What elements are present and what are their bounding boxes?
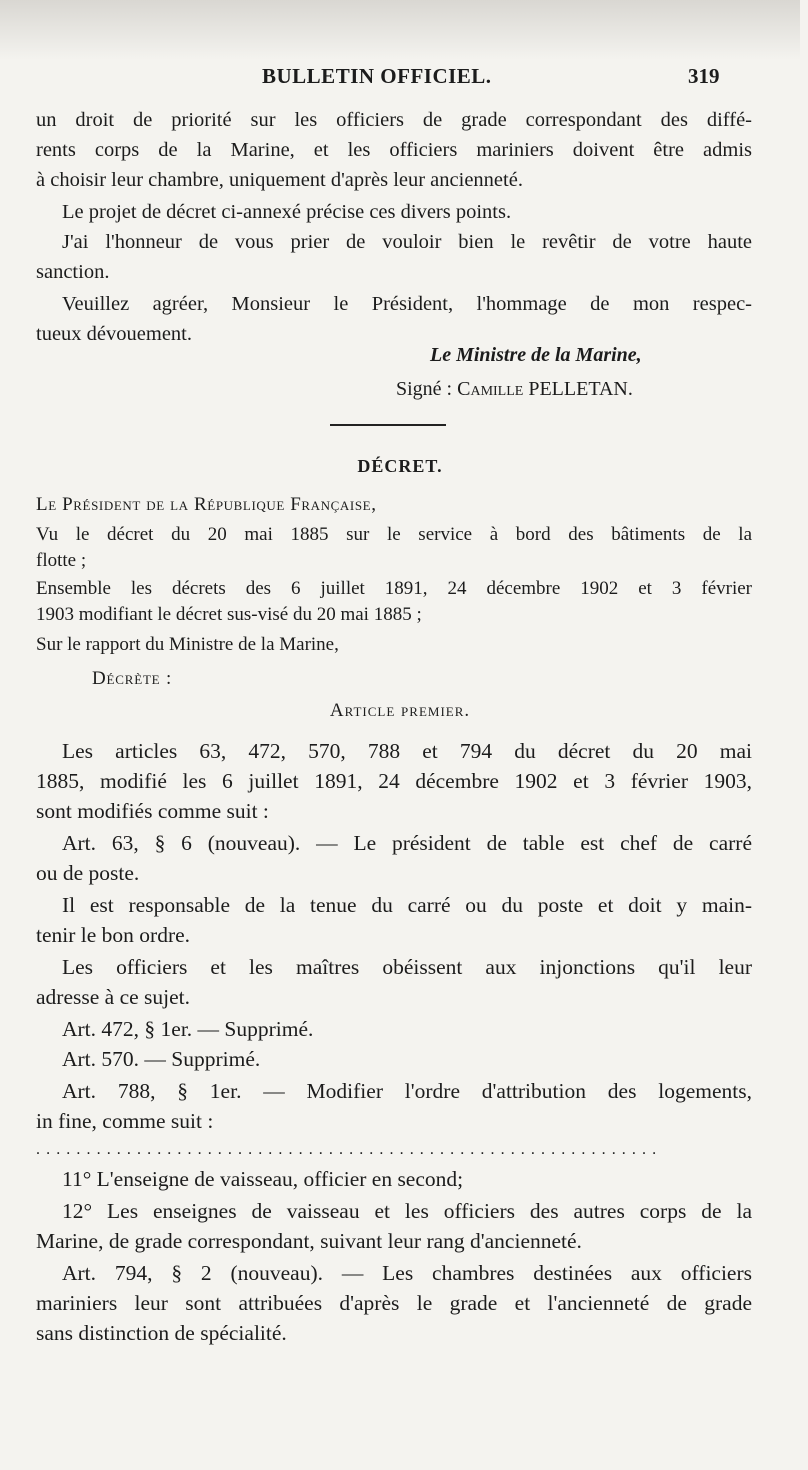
decree-decrees-label: Décrète : — [92, 668, 173, 689]
article-line: Les officiers et les maîtres obéissent aux injonctions qu'il leur — [62, 955, 752, 979]
page-top-shading — [0, 0, 800, 60]
decree-line: Ensemble les décrets des 6 juillet 1891, 24 décembre 1902 et 3 février — [36, 578, 752, 599]
letter-line: Veuillez agréer, Monsieur le Président, l'hommage de mon respec- — [62, 293, 752, 315]
letter-line: sanction. — [36, 261, 110, 283]
decree-line: flotte ; — [36, 550, 87, 571]
article-line: mariniers leur sont attribuées d'après le grade et l'ancienneté de grade — [36, 1291, 752, 1315]
article-line: Art. 63, § 6 (nouveau). — Le président de table est chef de carré — [62, 831, 752, 855]
signature-lastname: PELLETAN. — [528, 378, 633, 400]
article-line: Art. 794, § 2 (nouveau). — Les chambres destinées aux officiers — [62, 1261, 752, 1285]
article-line: sans distinction de spécialité. — [36, 1321, 287, 1345]
signature-prefix: Signé : — [396, 378, 453, 400]
article-line: tenir le bon ordre. — [36, 923, 191, 947]
article-heading: Article premier. — [329, 700, 471, 721]
signature-line — [396, 378, 633, 401]
article-line: Art. 472, § 1er. — Supprimé. — [62, 1017, 314, 1041]
letter-line: rents corps de la Marine, et les officiers mariniers doivent être admis — [36, 139, 752, 161]
letter-line: un droit de priorité sur les officiers de grade correspondant des diffé- — [36, 109, 752, 131]
article-line: Il est responsable de la tenue du carré ou du poste et doit y main- — [62, 893, 752, 917]
decree-heading: DÉCRET. — [357, 456, 443, 476]
decree-line: Sur le rapport du Ministre de la Marine, — [36, 634, 339, 655]
article-line: Art. 788, § 1er. — Modifier l'ordre d'attribution des logements, — [62, 1079, 752, 1103]
signature-title: Le Ministre de la Marine, — [430, 344, 642, 366]
article-line: sont modifiés comme suit : — [36, 799, 269, 823]
article-line: Les articles 63, 472, 570, 788 et 794 du décret du 20 mai — [62, 739, 752, 763]
article-line: Marine, de grade correspondant, suivant leur rang d'ancienneté. — [36, 1229, 582, 1253]
decree-line: Vu le décret du 20 mai 1885 sur le service à bord des bâtiments de la — [36, 524, 752, 545]
article-line: Art. 570. — Supprimé. — [62, 1047, 261, 1071]
article-line: 11° L'enseigne de vaisseau, officier en second; — [62, 1167, 464, 1191]
article-line: adresse à ce sujet. — [36, 985, 191, 1009]
article-line: 1885, modifié les 6 juillet 1891, 24 décembre 1902 et 3 février 1903, — [36, 769, 752, 793]
page-number: 319 — [688, 64, 720, 88]
letter-line: à choisir leur chambre, uniquement d'après leur ancienneté. — [36, 169, 523, 191]
running-title: BULLETIN OFFICIEL. — [262, 64, 492, 88]
section-divider — [330, 424, 446, 426]
article-line: ou de poste. — [36, 861, 140, 885]
page-header — [0, 64, 800, 94]
letter-line: Le projet de décret ci-annexé précise ces divers points. — [62, 201, 512, 223]
letter-line: tueux dévouement. — [36, 323, 192, 345]
decree-issuer: Le Président de la République Française, — [36, 494, 377, 515]
decree-line: 1903 modifiant le décret sus-visé du 20 mai 1885 ; — [36, 604, 422, 625]
letter-line: J'ai l'honneur de vous prier de vouloir bien le revêtir de votre haute — [62, 231, 752, 253]
article-line: 12° Les enseignes de vaisseau et les officiers des autres corps de la — [62, 1199, 752, 1223]
article-line: in fine, comme suit : — [36, 1109, 214, 1133]
dot-leader: .............................................................. — [36, 1141, 663, 1158]
signature-firstname: Camille — [457, 378, 524, 400]
